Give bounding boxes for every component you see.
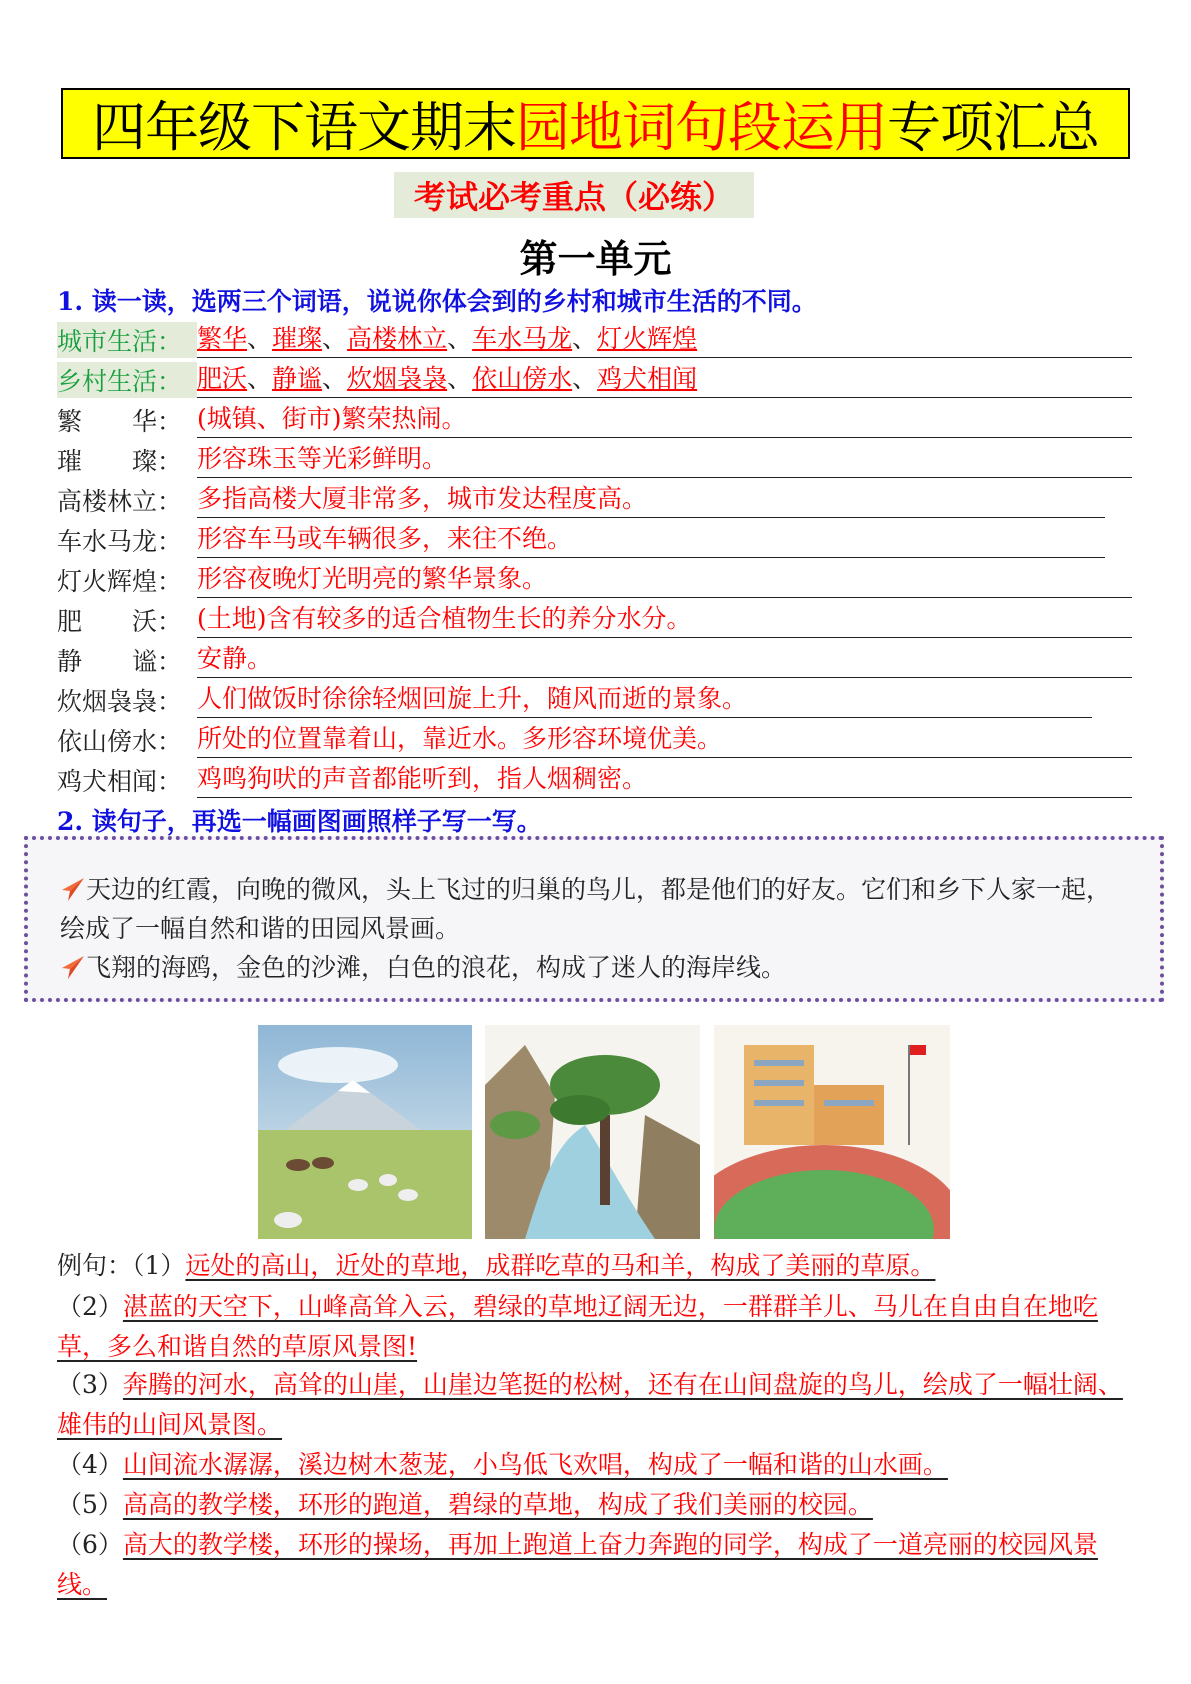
grassland-picture — [258, 1025, 472, 1239]
paper-plane-icon — [60, 876, 86, 902]
row-label: 城市生活： — [57, 322, 197, 358]
answer-text: 远处的高山，近处的草地，成群吃草的马和羊，构成了美丽的草原。 — [185, 1251, 936, 1280]
separator: 、 — [572, 324, 598, 353]
row-answer: 形容夜晚灯光明亮的繁华景象。 — [197, 559, 1132, 598]
row-answer — [197, 319, 1132, 358]
word: 肥沃 — [197, 364, 248, 393]
row-answer: 形容珠玉等光彩鲜明。 — [197, 439, 1132, 478]
separator: 、 — [247, 324, 273, 353]
row-label: 静 谧： — [57, 647, 183, 676]
row-label: 高楼林立： — [57, 487, 183, 516]
row-label: 灯火辉煌： — [57, 567, 183, 596]
row-answer: 所处的位置靠着山，靠近水。多形容环境优美。 — [197, 719, 1132, 758]
word: 炊烟袅袅 — [347, 364, 448, 393]
example-text: 飞翔的海鸥，金色的沙滩，白色的浪花，构成了迷人的海岸线。 — [86, 953, 787, 982]
word: 璀璨 — [272, 324, 323, 353]
row-answer — [197, 359, 1132, 398]
example-sentences-box — [24, 836, 1164, 1002]
word: 鸡犬相闻 — [597, 364, 698, 393]
vocab-row — [57, 518, 1105, 558]
row-label: 璀 璨： — [57, 447, 183, 476]
row-answer: 鸡鸣狗吠的声音都能听到，指人烟稠密。 — [197, 759, 1132, 798]
separator: 、 — [322, 324, 348, 353]
paper-plane-icon — [60, 954, 86, 980]
row-label: 车水马龙： — [57, 527, 183, 556]
answer-number: （4） — [57, 1450, 123, 1479]
question-2: 2. 读句子，再选一幅画图画照样子写一写。 — [57, 807, 542, 836]
vocab-row — [57, 398, 1132, 438]
word: 依山傍水 — [472, 364, 573, 393]
mountain-stream-picture — [485, 1025, 700, 1239]
answer-number: （3） — [57, 1370, 123, 1399]
answer-text: 湛蓝的天空下，山峰高耸入云，碧绿的草地辽阔无边，一群群羊儿、马儿在自由自在地吃草，多么和谐自然的草原风景图! — [57, 1292, 1098, 1361]
answer-line — [57, 1246, 1132, 1286]
answer-text: 山间流水潺潺，溪边树木葱茏，小鸟低飞欢唱，构成了一幅和谐的山水画。 — [122, 1450, 948, 1479]
vocab-row — [57, 438, 1132, 478]
vocab-row — [57, 558, 1132, 598]
row-label: 鸡犬相闻： — [57, 767, 183, 796]
separator: 、 — [247, 364, 273, 393]
row-answer: 人们做饭时徐徐轻烟回旋上升，随风而逝的景象。 — [197, 679, 1092, 718]
separator: 、 — [447, 364, 473, 393]
separator: 、 — [572, 364, 598, 393]
subtitle: 考试必考重点（必练） — [394, 172, 754, 218]
vocab-row — [57, 638, 1132, 678]
row-answer: 安静。 — [197, 639, 1132, 678]
answer-line — [57, 1485, 1132, 1525]
answer-text: 高高的教学楼，环形的跑道，碧绿的草地，构成了我们美丽的校园。 — [122, 1490, 873, 1519]
example-label: 例句： — [57, 1251, 133, 1280]
answer-number: （1） — [132, 1251, 186, 1280]
row-answer: (城镇、街市)繁荣热闹。 — [197, 399, 1132, 438]
answer-line — [57, 1525, 1132, 1605]
page-title — [61, 88, 1130, 159]
answer-line — [57, 1445, 1132, 1485]
row-label: 乡村生活： — [57, 362, 197, 398]
vocab-row — [57, 478, 1105, 518]
word: 灯火辉煌 — [597, 324, 698, 353]
answer-text: 奔腾的河水，高耸的山崖，山崖边笔挺的松树，还有在山间盘旋的鸟儿，绘成了一幅壮阔、雄伟的山间风景图。 — [57, 1370, 1123, 1439]
title-part-2: 园地词句段运用 — [516, 96, 887, 159]
row-label: 依山傍水： — [57, 727, 183, 756]
vocab-row — [57, 758, 1132, 798]
answer-line — [57, 1287, 1132, 1367]
vocab-row — [57, 358, 1132, 398]
example-text: 天边的红霞，向晚的微风，头上飞过的归巢的鸟儿，都是他们的好友。它们和乡下人家一起，绘成了一幅自然和谐的田园风景画。 — [60, 875, 1112, 943]
word: 车水马龙 — [472, 324, 573, 353]
word: 静谧 — [272, 364, 323, 393]
row-answer: 形容车马或车辆很多，来往不绝。 — [197, 519, 1105, 558]
answer-number: （6） — [57, 1530, 123, 1559]
vocab-row — [57, 318, 1132, 358]
answer-line — [57, 1365, 1132, 1445]
separator: 、 — [322, 364, 348, 393]
example-sentence — [60, 948, 1130, 987]
row-label: 繁 华： — [57, 407, 183, 436]
school-picture — [714, 1025, 950, 1239]
question-1: 1. 读一读，选两三个词语，说说你体会到的乡村和城市生活的不同。 — [57, 287, 817, 316]
answer-number: （2） — [57, 1292, 123, 1321]
word: 高楼林立 — [347, 324, 448, 353]
vocab-row — [57, 598, 1132, 638]
title-part-3: 专项汇总 — [887, 96, 1099, 159]
separator: 、 — [447, 324, 473, 353]
unit-heading: 第一单元 — [519, 236, 672, 281]
vocab-row — [57, 678, 1092, 718]
answer-number: （5） — [57, 1490, 123, 1519]
row-label: 炊烟袅袅： — [57, 687, 183, 716]
title-part-1: 四年级下语文期末 — [92, 96, 516, 159]
row-label: 肥 沃： — [57, 607, 183, 636]
vocab-row — [57, 718, 1132, 758]
row-answer: 多指高楼大厦非常多，城市发达程度高。 — [197, 479, 1105, 518]
example-sentence — [60, 870, 1130, 948]
word: 繁华 — [197, 324, 248, 353]
row-answer: (土地)含有较多的适合植物生长的养分水分。 — [197, 599, 1132, 638]
answer-text: 高大的教学楼，环形的操场，再加上跑道上奋力奔跑的同学，构成了一道亮丽的校园风景线。 — [57, 1530, 1098, 1599]
